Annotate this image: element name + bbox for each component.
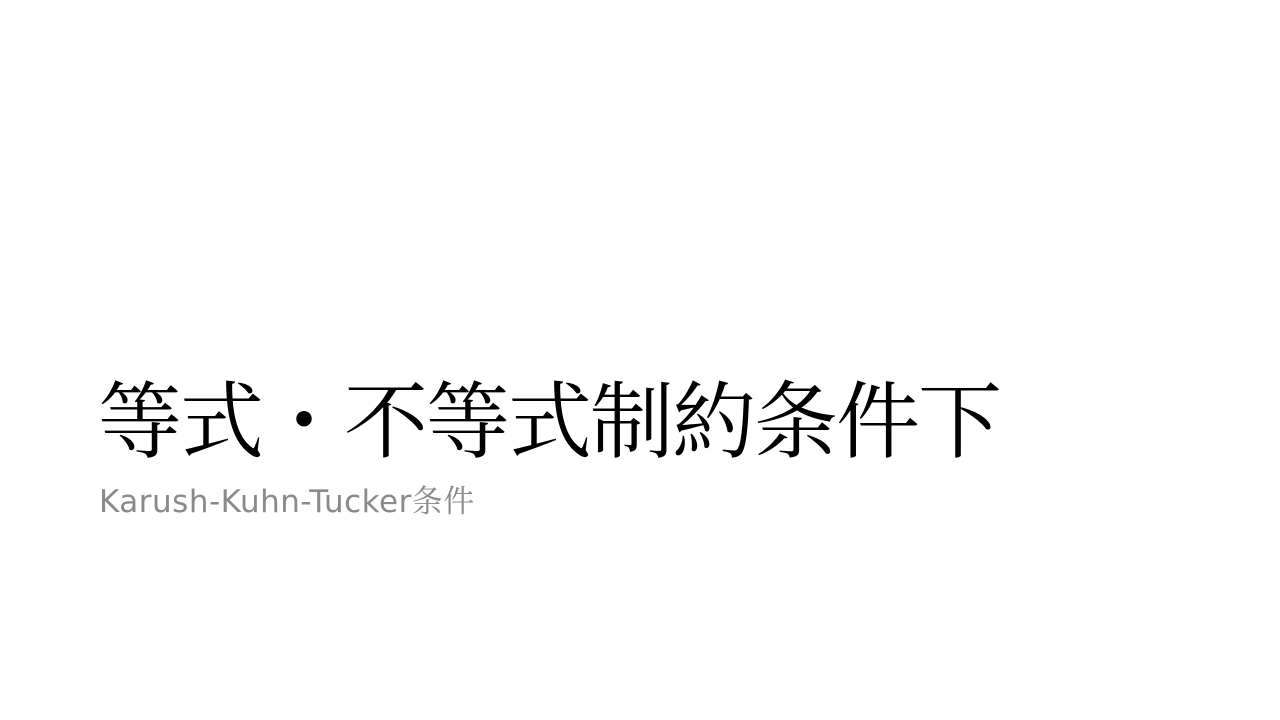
slide-title: 等式・不等式制約条件下: [98, 373, 1001, 471]
slide-subtitle: Karush-Kuhn-Tucker条件: [99, 484, 475, 520]
